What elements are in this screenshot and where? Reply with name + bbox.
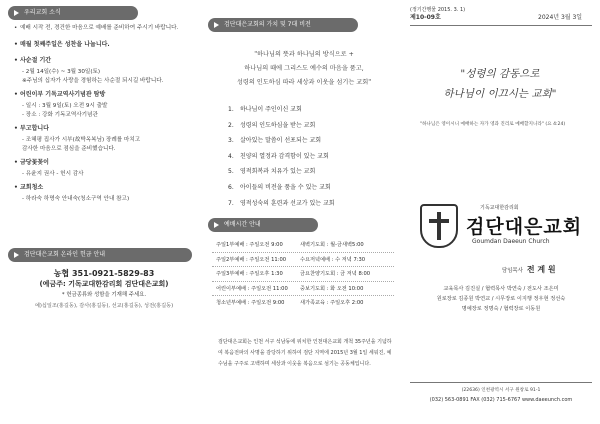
news-detail: ※주님의 십자가 사랑을 경험하는 사순절 되시길 바랍니다. [22,78,164,84]
motto-line: 하나님의 때에 그리스도 예수의 마음을 품고, [244,65,364,72]
schedule-row [212,253,394,268]
news-item: • 매월 첫째주일은 성찬을 나눕니다. [14,40,192,49]
schedule-cell: 금요찬양기도회 : 금 저녁 8:00 [300,271,371,277]
vision-text: 살아있는 말씀이 선포되는 교회 [240,137,322,145]
news-detail: 감사한 마음으로 점심을 준비했습니다. [22,146,116,152]
account-owner: (예금주: 기독교대한감리회 검단대은교회) [39,280,169,288]
vision-item [228,133,393,149]
panel-news [0,0,200,424]
schedule-cell: 주일2부예배 : 주일오전 11:00 [216,256,287,263]
news-item: • 금당꽃꽂이 [14,158,192,167]
schedule-cell: 주일1부예배 : 주일오전 9:00 [216,242,283,248]
bank-account: 농협 351-0921-5829-83 [53,269,155,278]
schedule-row [212,282,394,297]
schedule-section-title: 예배시간 안내 [208,218,318,232]
schedule-cell: 주일3부예배 : 주일오후 1:30 [216,271,283,277]
offering-example: 예)십일조(홍길동), 감사(홍길동), 선교(홍길동), 성전(홍길동) [34,303,174,309]
church-motto [218,48,390,90]
motto-line: 성령의 인도하심 따라 세상과 이웃을 섬기는 교회" [236,79,372,86]
offering-note: * 헌금종류와 성함을 기재해 주세요. [61,292,147,298]
cross-shield-icon [420,204,458,248]
news-section-title: 우리교회 소식 [8,6,138,20]
news-detail: - 유윤지 권사 - 헌시 감사 [22,171,84,177]
staff-line: 교육목사 김진실 / 협력목사 박연숙 / 전도사 조은미 [443,286,559,292]
vision-item [228,149,393,165]
news-detail: - 2월 14일(수) ~ 3월 30일(토) [22,69,101,75]
vision-item [228,164,393,180]
news-detail: - 하라숙 하명숙 안내숙(청소구역 안내 참고) [22,196,130,202]
vision-item [228,102,393,118]
news-item: • 부고합니다 [14,124,192,133]
staff-line: 원로장로 김종원 박연교 / 시무장로 이지행 정우현 정선숙 [436,296,566,302]
church-address: (22636) 인천광역시 서구 원창로 91-1 [461,388,541,393]
vision-number: 4. [228,152,234,160]
vision-list [228,102,393,211]
vision-number: 1. [228,106,234,113]
news-list [14,24,192,204]
staff-list [410,284,592,314]
news-item: • 어린이부 기독교역사기념관 탐방 [14,90,192,99]
news-item: • 예배 시작 전, 경건한 마음으로 예배를 준비하여 주시기 바랍니다. [14,24,192,33]
denomination: 기독교대한감리회 [480,205,519,211]
church-name: 검단대은교회 [466,216,583,238]
schedule-cell: 청소년부예배 : 주일오전 9:00 [216,300,285,306]
pastor-name: 전 계 원 [526,265,556,274]
schedule-row [212,267,394,282]
theme-line: "성령의 감동으로 [460,68,540,80]
vision-item [228,196,393,212]
news-detail: - 일시 : 3월 9일(토) 오전 9시 출발 [22,103,108,109]
schedule-cell: 새가족교육 : 주일오후 2:00 [300,300,364,306]
news-item: • 교회청소 [14,183,192,192]
vision-number: 2. [228,121,234,129]
schedule-cell: 중보기도회 : 화 오전 10:00 [300,285,364,292]
panel-cover [400,0,600,424]
header-divider [410,25,592,26]
news-item: • 사순절 기간 [14,56,192,65]
vision-text: 친양의 열정과 감격함이 있는 교회 [240,152,329,160]
offering-info [20,268,188,312]
vision-number: 6. [228,183,234,191]
theme-line: 하나님이 이끄시는 교회" [443,88,557,100]
footer-divider [410,382,592,383]
vision-text: 성령의 인도하심을 받는 교회 [240,121,316,129]
vision-text: 영적성숙의 훈련과 선교가 있는 교회 [240,199,335,207]
church-name-english: Goumdan Daeeun Church [472,238,550,245]
vision-text: 하나님이 주인이신 교회 [240,106,302,113]
vision-section-title: 검단대은교회의 가치 및 7대 비전 [208,18,358,32]
bulletin-header [410,6,583,22]
schedule-cell: 수요저녁예배 : 수 저녁 7:30 [300,256,366,263]
news-detail: - 장소 : 강화 기독교역사기념관 [22,112,98,118]
registration: (정기간행물 2015. 3. 1) [410,7,466,13]
pastor-label: 담임목사 [502,268,523,274]
worship-schedule [212,238,394,311]
panel-vision [200,0,400,424]
offering-section-title: 검단대은교회 온라인 헌금 안내 [8,248,192,262]
vision-number: 3. [228,137,234,145]
vision-item [228,180,393,196]
church-intro: 검단대은교회는 인천 서구 석남동에 위치한 인천대은교회 개척 35주년을 기념하여 복음전파의 사명을 감당하기 위하여 검단 지역에 2015년 3월 1일 세워진, 예수님을 구주로 고백하며 세상과 이웃을 복음으로 섬기는 공동체입니다. [218,339,392,367]
news-detail: - 조혜평 집사가 시부(故박옥복님) 장례를 마치고 [22,137,141,143]
senior-pastor [502,264,556,275]
church-contact: (032) 563-0891 FAX (032) 715-6767 www.daeeunch.com [429,397,573,403]
schedule-row [212,296,394,311]
volume-number: 제10-09호 [410,14,441,21]
staff-line: 명예장로 정명숙 / 협력장로 이동원 [461,306,541,312]
vision-item [228,118,393,134]
vision-number: 7. [228,199,234,207]
church-logo [420,202,590,254]
vision-text: 영적회복과 치유가 있는 교회 [240,168,316,176]
schedule-row [212,238,394,253]
schedule-cell: 새벽기도회 : 월-금새벽5:00 [300,242,364,248]
church-theme [410,64,590,104]
schedule-cell: 어린이부예배 : 주일오전 11:00 [216,285,288,292]
vision-number: 5. [228,168,234,176]
vision-text: 아이들의 비전을 품을 수 있는 교회 [240,183,331,191]
scripture-verse: "하나님은 영이시니 예배하는 자가 영과 진리로 예배할지니라" (요 4:24) [420,122,566,127]
bulletin-date: 2024년 3월 3일 [538,14,583,21]
motto-line: "하나님의 뜻과 하나님의 방식으로 + [254,51,354,58]
